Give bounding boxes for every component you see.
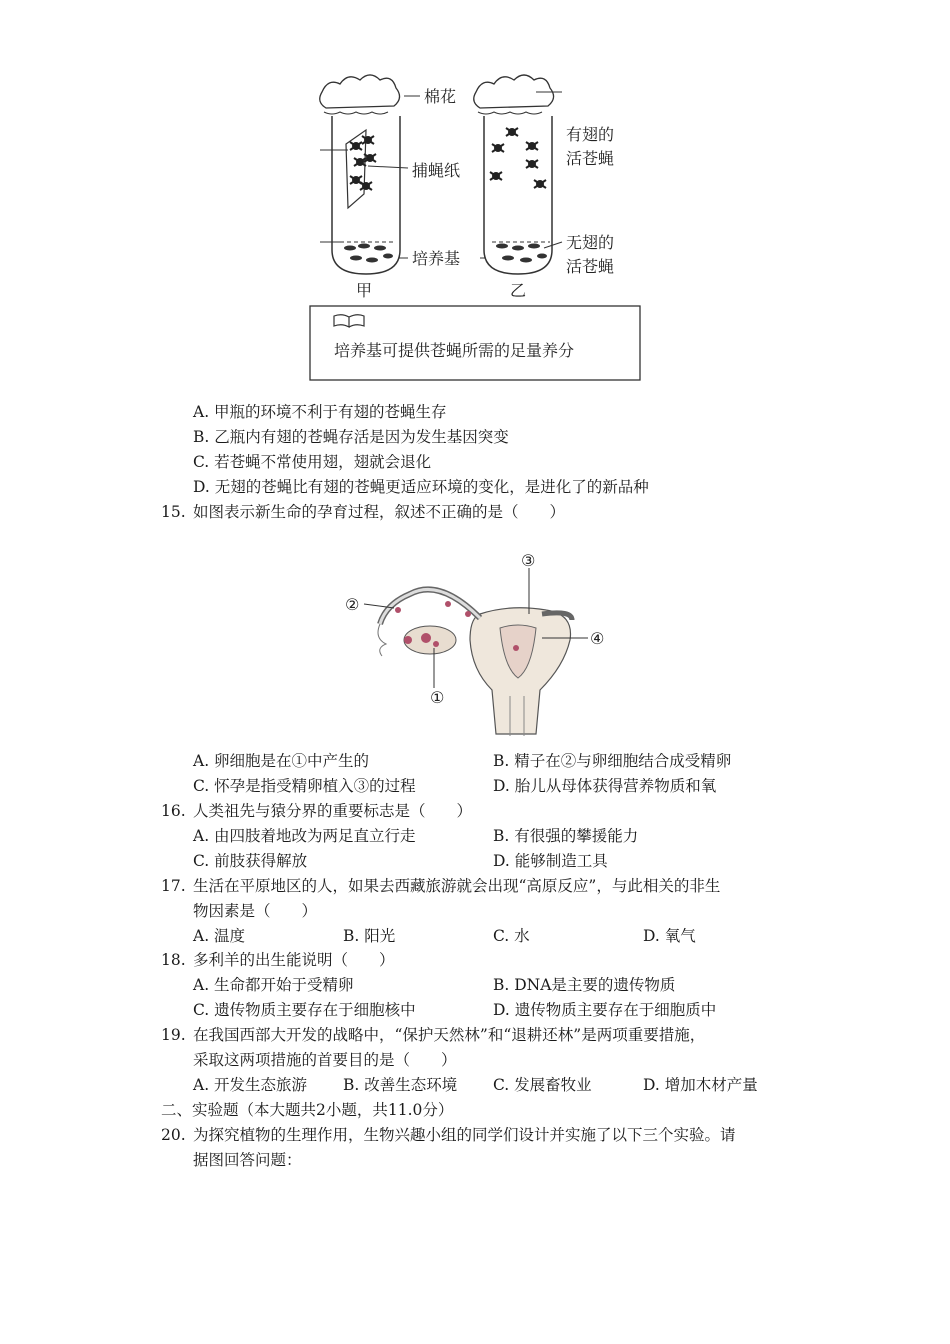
uterus-diagram — [378, 589, 572, 736]
label-winged-2: 活苍蝇 — [566, 149, 615, 168]
q19-number: 19. — [161, 1026, 186, 1044]
reproductive-system-figure — [330, 548, 620, 738]
q19-option-c: C. 发展畜牧业 — [493, 1076, 592, 1094]
q19-option-b: B. 改善生态环境 — [343, 1076, 458, 1094]
label-3: ③ — [521, 551, 536, 570]
q16-option-c: C. 前肢获得解放 — [193, 852, 308, 870]
label-winged-1: 有翅的 — [566, 125, 615, 144]
q14-option-d: D. 无翅的苍蝇比有翅的苍蝇更适应环境的变化，是进化了的新品种 — [193, 478, 649, 496]
q19-option-d: D. 增加木材产量 — [643, 1076, 758, 1094]
q17-stem-line2: 物因素是（ ） — [193, 902, 318, 920]
q20-stem-line2: 据图回答问题： — [193, 1151, 302, 1169]
section-heading: 二、实验题（本大题共2小题，共11.0分） — [161, 1101, 454, 1119]
q18-option-a: A. 生命都开始于受精卵 — [193, 976, 354, 994]
q18-stem: 多利羊的出生能说明（ ） — [193, 951, 395, 969]
q18-number: 18. — [161, 951, 186, 969]
q19-stem-line1: 在我国西部大开发的战略中，“保护天然林”和“退耕还林”是两项重要措施， — [193, 1026, 706, 1044]
q14-option-b: B. 乙瓶内有翅的苍蝇存活是因为发生基因突变 — [193, 428, 509, 446]
note-box — [310, 306, 640, 380]
q14-option-c: C. 若苍蝇不常使用翅，翅就会退化 — [193, 453, 432, 471]
note-text: 培养基可提供苍蝇所需的足量养分 — [334, 341, 575, 360]
bottle-b-label: 乙 — [510, 281, 527, 300]
label-4: ④ — [590, 629, 605, 648]
q15-option-b: B. 精子在②与卵细胞结合成受精卵 — [493, 752, 732, 770]
q17-option-d: D. 氧气 — [643, 927, 696, 945]
q20-stem-line1: 为探究植物的生理作用，生物兴趣小组的同学们设计并实施了以下三个实验。请 — [193, 1126, 736, 1144]
q16-option-b: B. 有很强的攀援能力 — [493, 827, 639, 845]
q15-stem: 如图表示新生命的孕育过程，叙述不正确的是（ ） — [193, 503, 566, 521]
label-1: ① — [430, 688, 445, 707]
label-cotton: 棉花 — [424, 87, 457, 106]
q16-number: 16. — [161, 802, 186, 820]
label-wingless-1: 无翅的 — [566, 233, 615, 252]
q17-number: 17. — [161, 877, 186, 895]
q15-option-d: D. 胎儿从母体获得营养物质和氧 — [493, 777, 717, 795]
q17-option-b: B. 阳光 — [343, 927, 396, 945]
q15-number: 15. — [161, 503, 186, 521]
q17-option-a: A. 温度 — [193, 927, 246, 945]
q17-stem-line1: 生活在平原地区的人，如果去西藏旅游就会出现“高原反应”，与此相关的非生 — [193, 877, 721, 895]
q16-option-d: D. 能够制造工具 — [493, 852, 608, 870]
q18-option-d: D. 遗传物质主要存在于细胞质中 — [493, 1001, 717, 1019]
q19-stem-line2: 采取这两项措施的首要目的是（ ） — [193, 1051, 457, 1069]
label-fly-paper: 捕蝇纸 — [412, 161, 461, 180]
bottle-b — [474, 75, 562, 300]
q14-option-a: A. 甲瓶的环境不利于有翅的苍蝇生存 — [193, 403, 447, 421]
bottle-a — [320, 75, 408, 300]
q16-option-a: A. 由四肢着地改为两足直立行走 — [193, 827, 416, 845]
q18-option-b: B. DNA是主要的遗传物质 — [493, 976, 676, 994]
q20-number: 20. — [161, 1126, 186, 1144]
q15-option-c: C. 怀孕是指受精卵植入③的过程 — [193, 777, 416, 795]
q15-option-a: A. 卵细胞是在①中产生的 — [193, 752, 370, 770]
label-wingless-2: 活苍蝇 — [566, 257, 615, 276]
bottle-a-label: 甲 — [356, 281, 373, 300]
q19-option-a: A. 开发生态旅游 — [193, 1076, 308, 1094]
q17-option-c: C. 水 — [493, 927, 530, 945]
q18-option-c: C. 遗传物质主要存在于细胞核中 — [193, 1001, 416, 1019]
label-2: ② — [345, 595, 360, 614]
q16-stem: 人类祖先与猿分界的重要标志是（ ） — [193, 802, 473, 820]
label-medium: 培养基 — [412, 249, 461, 268]
fly-bottle-figure — [300, 62, 660, 392]
